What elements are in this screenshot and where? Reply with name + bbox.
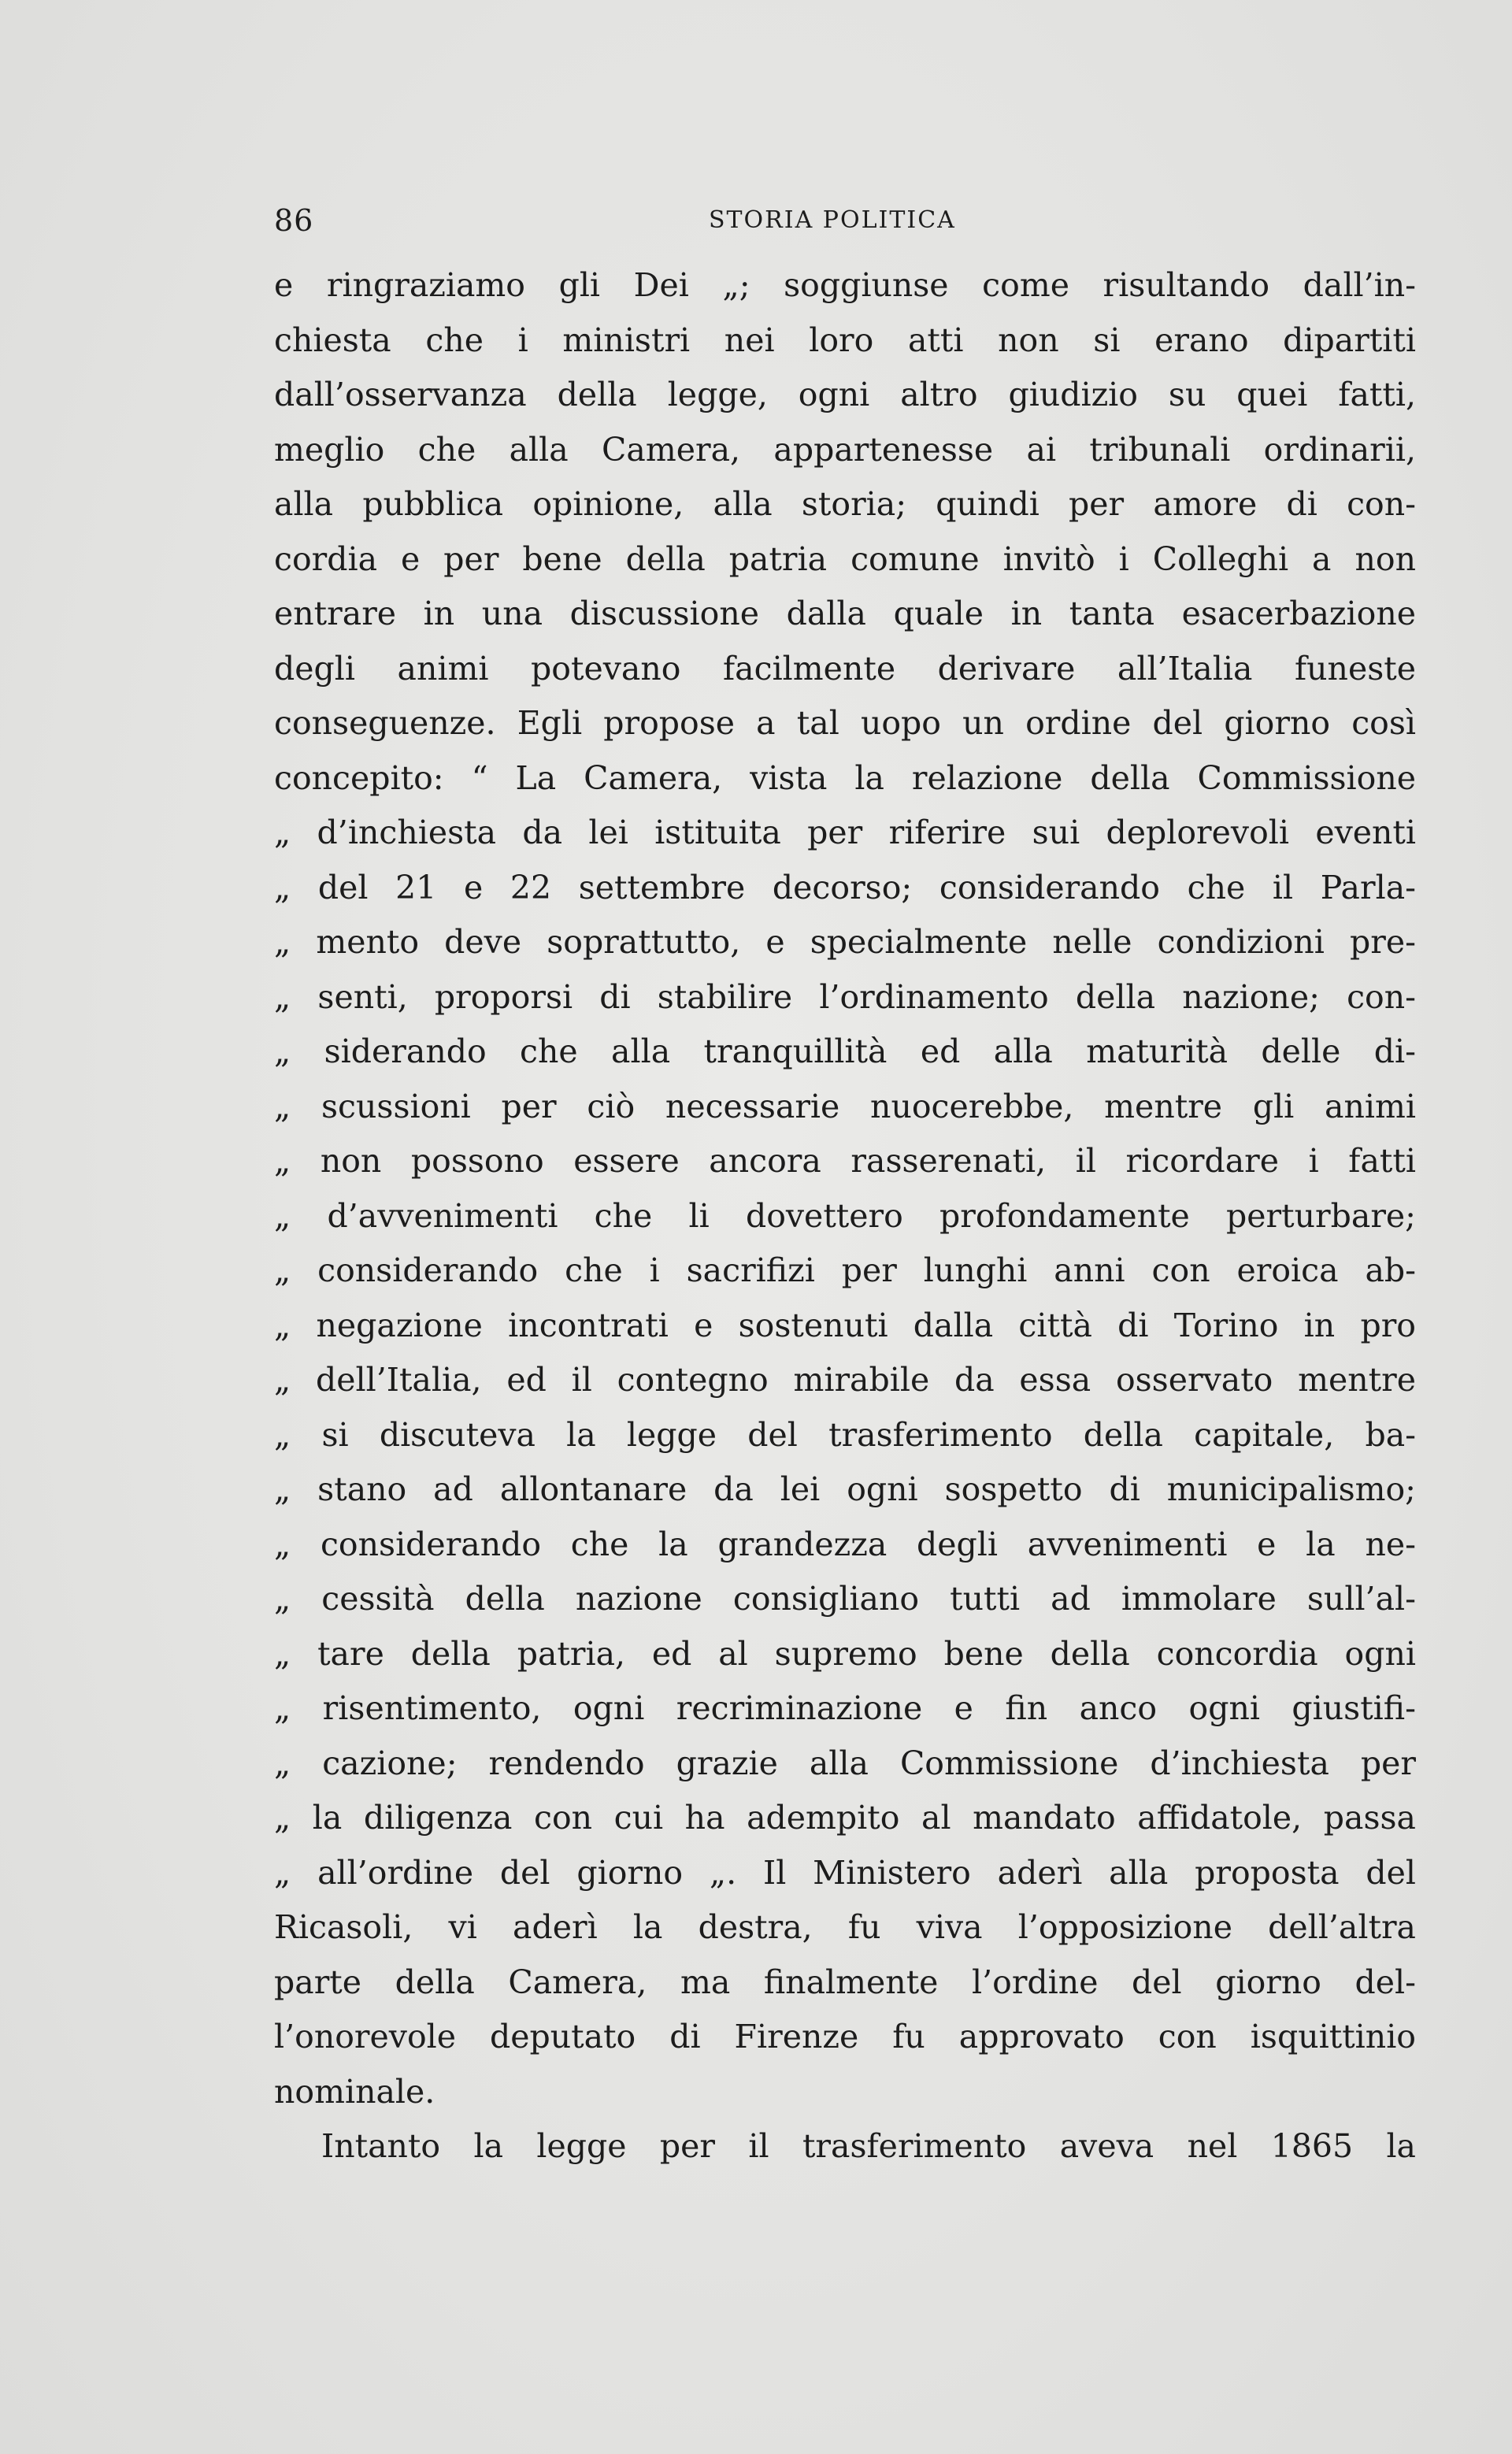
text-line: parte della Camera, ma finalmente l’ordine del giorno del-: [274, 1963, 1416, 2001]
text-line: cordia e per bene della patria comune invitò i Colleghi a non: [274, 539, 1416, 578]
quoted-line: „ considerando che la grandezza degli avvenimenti e la ne-: [274, 1525, 1416, 1563]
text-line: e ringraziamo gli Dei „; soggiunse come risultando dall’in-: [274, 266, 1416, 304]
quoted-line: „ d’avvenimenti che li dovettero profondamente perturbare;: [274, 1196, 1416, 1235]
quoted-line: „ si discuteva la legge del trasferimento della capitale, ba-: [274, 1415, 1416, 1454]
quoted-line: „ scussioni per ciò necessarie nuocerebbe, mentre gli animi: [274, 1087, 1416, 1125]
quoted-line: „ senti, proporsi di stabilire l’ordinamento della nazione; con-: [274, 977, 1416, 1016]
text-line: alla pubblica opinione, alla storia; quindi per amore di con-: [274, 485, 1416, 523]
quoted-line: „ negazione incontrati e sostenuti dalla città di Torino in pro: [274, 1306, 1416, 1344]
quoted-line: „ cazione; rendendo grazie alla Commissione d’inchiesta per: [274, 1744, 1416, 1782]
text-line: l’onorevole deputato di Firenze fu approvato con isquittinio: [274, 2018, 1416, 2056]
quoted-line: „ tare della patria, ed al supremo bene della concordia ogni: [274, 1634, 1416, 1673]
body-text: [274, 258, 1416, 2174]
quoted-line: „ cessità della nazione consigliano tutti ad immolare sull’al-: [274, 1580, 1416, 1618]
text-line: dall’osservanza della legge, ogni altro giudizio su quei fatti,: [274, 376, 1416, 413]
quoted-line: „ non possono essere ancora rasserenati, il ricordare i fatti: [274, 1142, 1416, 1180]
paragraph-end-line: nominale.: [274, 2072, 435, 2111]
page-number: 86: [274, 203, 314, 238]
text-line: meglio che alla Camera, appartenesse ai tribunali ordinarii,: [274, 430, 1416, 469]
quoted-line: „ dell’Italia, ed il contegno mirabile da essa osservato mentre: [274, 1361, 1416, 1399]
quoted-line: „ mento deve soprattutto, e specialmente nelle condizioni pre-: [274, 923, 1416, 961]
paragraph-start-line: Intanto la legge per il trasferimento aveva nel 1865 la: [321, 2127, 1416, 2165]
quoted-line: „ la diligenza con cui ha adempito al mandato affidatole, passa: [274, 1799, 1416, 1837]
text-line: chiesta che i ministri nei loro atti non si erano dipartiti: [274, 321, 1416, 359]
quoted-line: „ d’inchiesta da lei istituita per riferire sui deplorevoli eventi: [274, 814, 1416, 851]
running-head: [274, 203, 1416, 250]
text-line: conseguenze. Egli propose a tal uopo un ordine del giorno così: [274, 704, 1416, 742]
text-line: concepito: “ La Camera, vista la relazione della Commissione: [274, 758, 1416, 797]
quoted-line: „ considerando che i sacrifizi per lunghi anni con eroica ab-: [274, 1251, 1416, 1289]
quoted-line: „ stano ad allontanare da lei ogni sospetto di municipalismo;: [274, 1470, 1416, 1508]
text-line: entrare in una discussione dalla quale in tanta esacerbazione: [274, 595, 1416, 632]
running-title: STORIA POLITICA: [709, 206, 956, 234]
quoted-line: „ del 21 e 22 settembre decorso; considerando che il Parla-: [274, 868, 1416, 906]
quoted-line: „ siderando che alla tranquillità ed alla maturità delle di-: [274, 1032, 1416, 1070]
quoted-line: „ all’ordine del giorno „. Il Ministero aderì alla proposta del: [274, 1853, 1416, 1892]
text-line: degli animi potevano facilmente derivare all’Italia funeste: [274, 649, 1416, 688]
text-line: Ricasoli, vi aderì la destra, fu viva l’opposizione dell’altra: [274, 1908, 1416, 1946]
quoted-line: „ risentimento, ogni recriminazione e fin anco ogni giustifi-: [274, 1689, 1416, 1727]
